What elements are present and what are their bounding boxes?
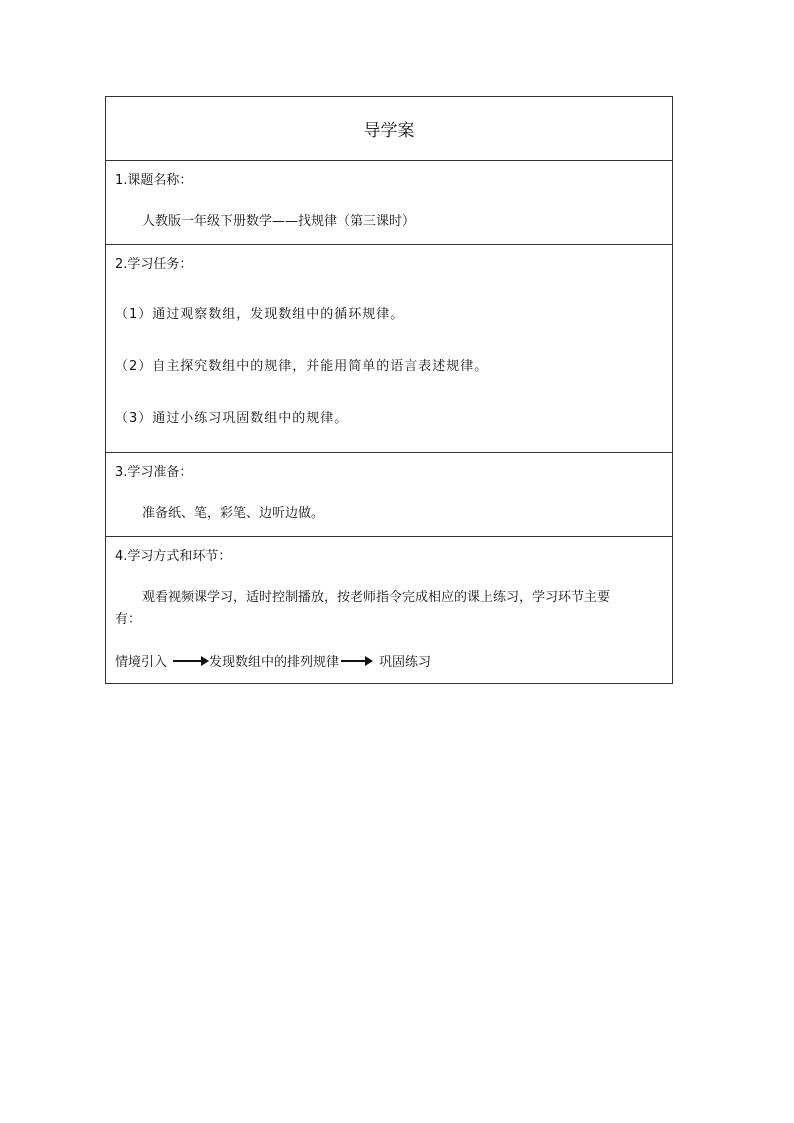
section-heading: 2.学习任务： — [115, 257, 193, 272]
learning-flow — [115, 651, 431, 670]
methods-paragraph-line2: 有： — [115, 612, 142, 627]
arrow-right-icon — [173, 660, 207, 662]
section-course-name — [106, 160, 672, 244]
document-title: 导学案 — [363, 121, 415, 141]
section-heading: 3.学习准备： — [115, 465, 193, 480]
flow-step: 发现数组中的排列规律 — [209, 655, 340, 670]
arrow-right-icon — [341, 660, 371, 662]
section-heading: 4.学习方式和环节： — [115, 549, 232, 564]
section-preparation — [106, 452, 672, 536]
flow-step: 情境引入 — [115, 655, 168, 670]
section-heading: 1.课题名称： — [115, 173, 193, 188]
title-row — [106, 97, 672, 160]
task-item: （1）通过观察数组，发现数组中的循环规律。 — [115, 307, 405, 322]
preparation-text: 准备纸、笔，彩笔、边听边做。 — [142, 506, 325, 521]
flow-step: 巩固练习 — [379, 655, 432, 670]
methods-paragraph-line1: 观看视频课学习，适时控制播放，按老师指令完成相应的课上练习，学习环节主要 — [142, 590, 611, 605]
course-name-text: 人教版一年级下册数学——找规律（第三课时） — [142, 214, 416, 229]
task-item: （3）通过小练习巩固数组中的规律。 — [115, 411, 349, 426]
study-guide-table — [105, 96, 673, 684]
section-learning-methods — [106, 536, 672, 683]
task-item: （2）自主探究数组中的规律，并能用简单的语言表述规律。 — [115, 359, 489, 374]
section-learning-tasks — [106, 244, 672, 452]
